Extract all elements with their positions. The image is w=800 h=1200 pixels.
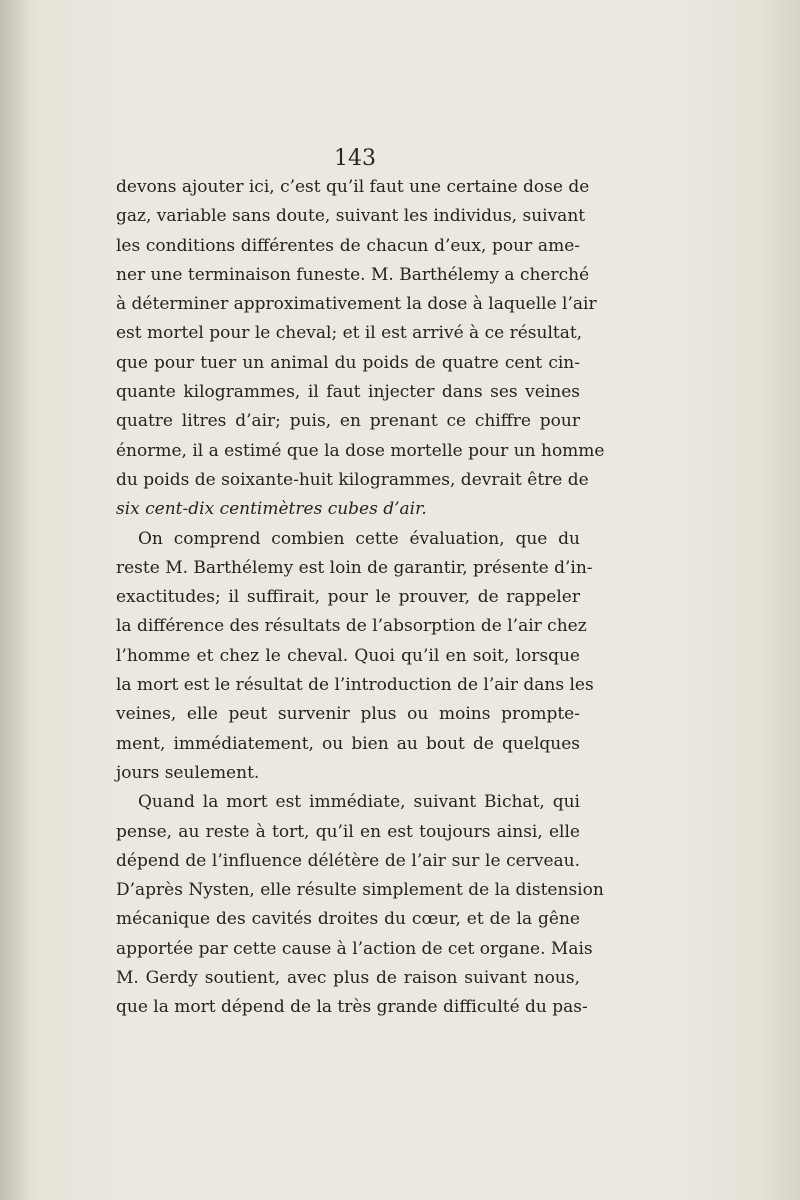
text-line: reste M. Barthélemy est loin de garantir, présente d’in- (116, 557, 593, 578)
text-line: quante kilogrammes, il faut injecter dans ses veines (116, 382, 580, 403)
text-line: les conditions différentes de chacun d’eux, pour ame- (116, 235, 580, 256)
text-line: D’après Nysten, elle résulte simplement de la distension (116, 880, 604, 901)
text-line: jours seulement. (116, 762, 260, 783)
text-line: la différence des résultats de l’absorption de l’air chez (116, 616, 587, 637)
text-line: Quand la mort est immédiate, suivant Bichat, qui (138, 792, 580, 813)
text-line: ner une terminaison funeste. M. Barthélemy a cherché (116, 264, 590, 285)
text-line: l’homme et chez le cheval. Quoi qu’il en soit, lorsque (116, 645, 580, 666)
body-text (116, 173, 605, 1023)
text-line: gaz, variable sans doute, suivant les individus, suivant (116, 206, 586, 227)
text-line: apportée par cette cause à l’action de cet organe. Mais (116, 938, 593, 959)
text-line: mécanique des cavités droites du cœur, et de la gêne (116, 909, 580, 930)
text-line: du poids de soixante-huit kilogrammes, devrait être de (116, 469, 589, 490)
text-line: ment, immédiatement, ou bien au bout de quelques (116, 733, 580, 754)
text-line: dépend de l’influence délétère de l’air sur le cerveau. (116, 850, 580, 871)
text-line: On comprend combien cette évaluation, que du (138, 528, 580, 549)
text-line: pense, au reste à tort, qu’il en est toujours ainsi, elle (116, 821, 580, 842)
text-line: veines, elle peut survenir plus ou moins prompte- (116, 704, 580, 725)
text-line: exactitudes; il suffirait, pour le prouver, de rappeler (116, 587, 580, 608)
text-line: devons ajouter ici, c’est qu’il faut une certaine dose de (116, 177, 590, 197)
text-line: à déterminer approximativement la dose à laquelle l’air (116, 294, 597, 315)
gutter-shadow (0, 0, 30, 1200)
text-line: M. Gerdy soutient, avec plus de raison suivant nous, (116, 968, 580, 989)
text-line-italic: six cent-dix centimètres cubes d’air. (116, 499, 427, 520)
text-line: la mort est le résultat de l’introduction de l’air dans les (116, 675, 594, 696)
text-line: est mortel pour le cheval; et il est arrivé à ce résultat, (116, 323, 583, 344)
text-line: énorme, il a estimé que la dose mortelle pour un homme (116, 440, 605, 461)
text-line: quatre litres d’air; puis, en prenant ce chiffre pour (116, 411, 580, 432)
text-line: que la mort dépend de la très grande difficulté du pas- (116, 997, 588, 1018)
text-line: que pour tuer un animal du poids de quatre cent cin- (116, 352, 580, 373)
page-number: 143 (334, 146, 376, 171)
